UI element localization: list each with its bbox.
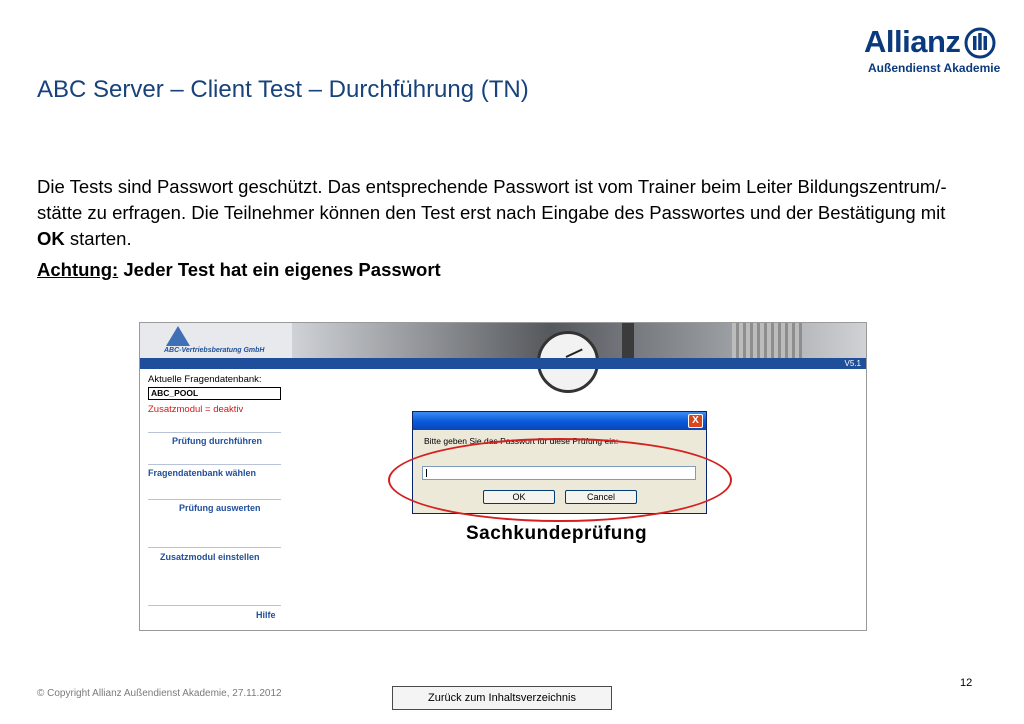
highlight-oval — [388, 438, 732, 522]
sidebar-item-hilfe[interactable]: Hilfe — [256, 610, 276, 620]
page-number: 12 — [960, 677, 973, 689]
sidebar-item-pruefung-durchfuehren[interactable]: Prüfung durchführen — [172, 436, 262, 446]
warning-text: Jeder Test hat ein eigenes Passwort — [118, 259, 441, 280]
warning-label: Achtung: — [37, 259, 119, 280]
app-title-bar — [140, 358, 867, 369]
divider — [148, 605, 281, 606]
close-icon[interactable]: X — [688, 414, 703, 428]
cancel-button[interactable]: Cancel — [565, 490, 637, 504]
page-title: ABC Server – Client Test – Durchführung (TN) — [37, 76, 529, 103]
app-sidebar — [140, 369, 292, 631]
logo-subtitle: Außendienst Akademie — [868, 61, 1001, 75]
dialog-titlebar — [413, 412, 706, 430]
modul-status: Zusatzmodul = deaktiv — [148, 404, 244, 415]
divider — [148, 432, 281, 433]
divider — [148, 464, 281, 465]
app-version: V5.1 — [844, 359, 861, 368]
db-label: Aktuelle Fragendatenbank: — [148, 374, 262, 385]
intro-paragraph — [37, 174, 957, 252]
copyright: © Copyright Allianz Außendienst Akademie, 27.11.2012 — [37, 688, 282, 699]
dialog-message: Bitte geben Sie das Passwort für diese Prüfung ein: — [424, 436, 619, 446]
intro-text-2: starten. — [64, 228, 132, 249]
exam-title: Sachkundeprüfung — [466, 523, 648, 544]
sidebar-item-zusatzmodul-einstellen[interactable]: Zusatzmodul einstellen — [160, 552, 260, 562]
intro-text-1: Die Tests sind Passwort geschützt. Das entsprechende Passwort ist vom Trainer beim Leiter Bildungszentrum/-stätte zu erfragen. Die Teilnehmer können den Test erst nach Eingabe des Passwortes und der Bestätigung mit — [37, 176, 947, 223]
divider — [148, 499, 281, 500]
ok-button[interactable]: OK — [483, 490, 555, 504]
logo-wordmark: Allianz — [864, 24, 961, 59]
divider — [148, 547, 281, 548]
allianz-logo — [864, 24, 1004, 76]
company-name: ABC-Vertriebsberatung GmbH — [164, 347, 265, 354]
db-value: ABC_POOL — [148, 387, 281, 400]
warning-line — [37, 259, 441, 281]
sidebar-item-fragendatenbank-waehlen[interactable]: Fragendatenbank wählen — [148, 468, 257, 478]
company-logo-icon — [166, 326, 190, 346]
allianz-eagle-icon — [964, 27, 996, 59]
app-header — [140, 323, 867, 369]
sidebar-item-pruefung-auswerten[interactable]: Prüfung auswerten — [179, 503, 261, 513]
back-to-toc-link[interactable]: Zurück zum Inhaltsverzeichnis — [392, 686, 612, 710]
app-screenshot — [139, 322, 867, 631]
intro-text-bold: OK — [37, 228, 65, 249]
